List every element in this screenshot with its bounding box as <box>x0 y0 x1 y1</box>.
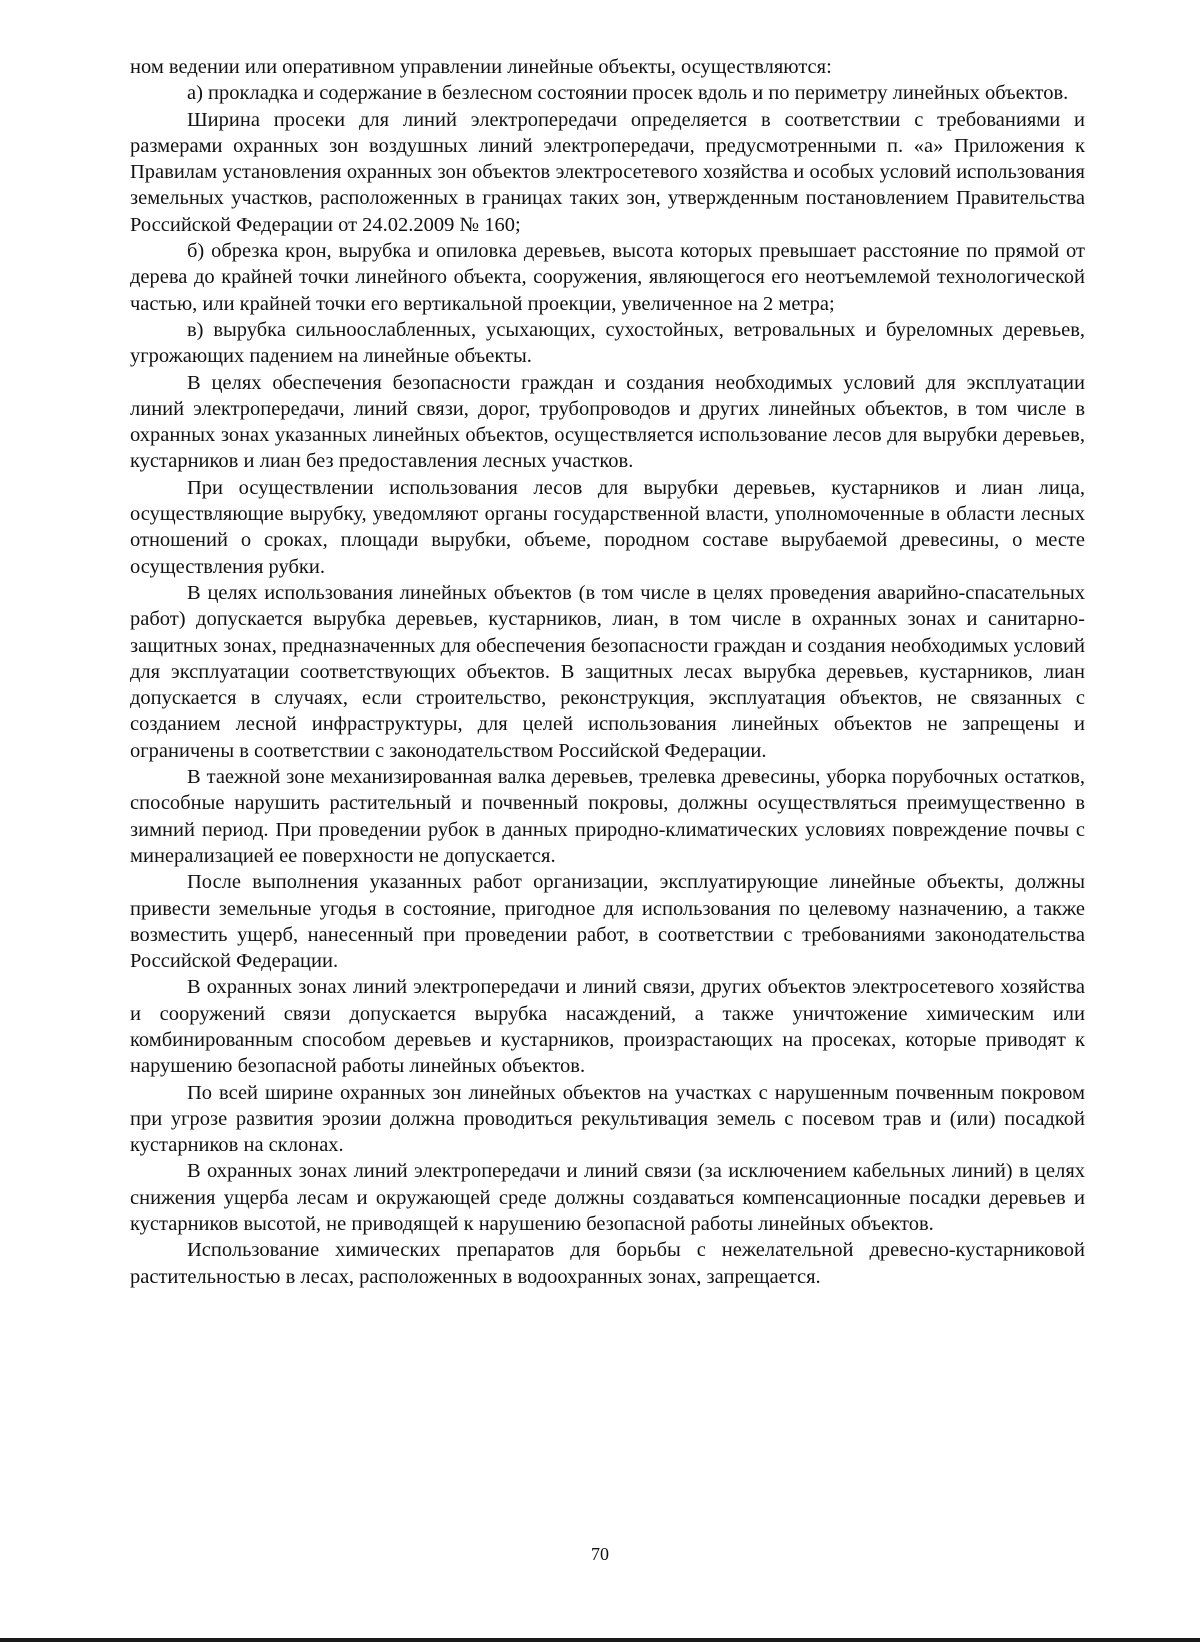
paragraph-13: В охранных зонах линий электропередачи и линий связи (за исключением кабельных линий) в целях снижения ущерба лесам и окружающей среде должны создаваться компенсационные посадки деревьев и кустарников высотой, не приводящей к нарушению безопасной работы линейных объектов. <box>130 1160 1085 1236</box>
paragraph-3: Ширина просеки для линий электропередачи определяется в соответствии с требованиями и размерами охранных зон воздушных линий электропередачи, предусмотренными п. «а» Приложения к Правилам установления охранных зон объектов электросетевого хозяйства и особых условий использования земельных участков, расположенных в границах таких зон, утвержденным постановлением Правительства Российской Федерации от 24.02.2009 № 160; <box>130 108 1085 236</box>
paragraph-9: В таежной зоне механизированная валка деревьев, трелевка древесины, уборка порубочных остатков, способные нарушить растительный и почвенный покровы, должны осуществляться преимущественно в зимний период. При проведении рубок в данных природно-климатических условиях повреждение почвы с минерализацией ее поверхности не допускается. <box>130 766 1085 867</box>
body-text <box>130 54 1085 1290</box>
paragraph-5: в) вырубка сильноослабленных, усыхающих, сухостойных, ветровальных и буреломных деревьев, угрожающих падением на линейные объекты. <box>130 318 1085 368</box>
bottom-border-rule <box>0 1638 1200 1642</box>
page-number: 70 <box>591 1544 609 1564</box>
paragraph-7: При осуществлении использования лесов для вырубки деревьев, кустарников и лиан лица, осуществляющие вырубку, уведомляют органы государственной власти, уполномоченные в области лесных отношений о сроках, площади вырубки, объеме, породном составе вырубаемой древесины, о месте осуществления рубки. <box>130 476 1085 578</box>
paragraph-10: После выполнения указанных работ организации, эксплуатирующие линейные объекты, должны привести земельные угодья в состояние, пригодное для использования по целевому назначению, а также возместить ущерб, нанесенный при проведении работ, в соответствии с требованиями законодательства Российской Федерации. <box>130 871 1085 973</box>
paragraph-4: б) обрезка крон, вырубка и опиловка деревьев, высота которых превышает расстояние по прямой от дерева до крайней точки линейного объекта, сооружения, являющегося его неотъемлемой технологической частью, или крайней точки его вертикальной проекции, увеличенное на 2 метра; <box>130 240 1085 315</box>
paragraph-14: Использование химических препаратов для борьбы с нежелательной древесно-кустарниковой растительностью в лесах, расположенных в водоохранных зонах, запрещается. <box>130 1239 1085 1288</box>
paragraph-6: В целях обеспечения безопасности граждан и создания необходимых условий для эксплуатации линий электропередачи, линий связи, дорог, трубопроводов и других линейных объектов, в том числе в охранных зонах указанных линейных объектов, осуществляется использование лесов для вырубки деревьев, кустарников и лиан без предоставления лесных участков. <box>130 371 1085 473</box>
paragraph-1: ном ведении или оперативном управлении линейные объекты, осуществляются: <box>130 56 832 78</box>
paragraph-8: В целях использования линейных объектов (в том числе в целях проведения аварийно-спасательных работ) допускается вырубка деревьев, кустарников, лиан, в том числе в охранных зонах и санитарно-защитных зонах, предназначенных для обеспечения безопасности граждан и создания необходимых условий для эксплуатации соответствующих объектов. В защитных лесах вырубка деревьев, кустарников, лиан допускается в случаях, если строительство, реконструкция, эксплуатация объектов, не связанных с созданием лесной инфраструктуры, для целей использования линейных объектов не запрещены и ограничены в соответствии с законодательством Российской Федерации. <box>130 581 1085 762</box>
paragraph-12: По всей ширине охранных зон линейных объектов на участках с нарушенным почвенным покровом при угрозе развития эрозии должна проводиться рекультивация земель с посевом трав и (или) посадкой кустарников на склонах. <box>130 1081 1085 1157</box>
paragraph-2: а) прокладка и содержание в безлесном состоянии просек вдоль и по периметру линейных объектов. <box>187 82 1069 105</box>
paragraph-11: В охранных зонах линий электропередачи и линий связи, других объектов электросетевого хозяйства и сооружений связи допускается вырубка насаждений, а также уничтожение химическим или комбинированным способом деревьев и кустарников, произрастающих на просеках, которые приводят к нарушению безопасной работы линейных объектов. <box>130 976 1085 1078</box>
